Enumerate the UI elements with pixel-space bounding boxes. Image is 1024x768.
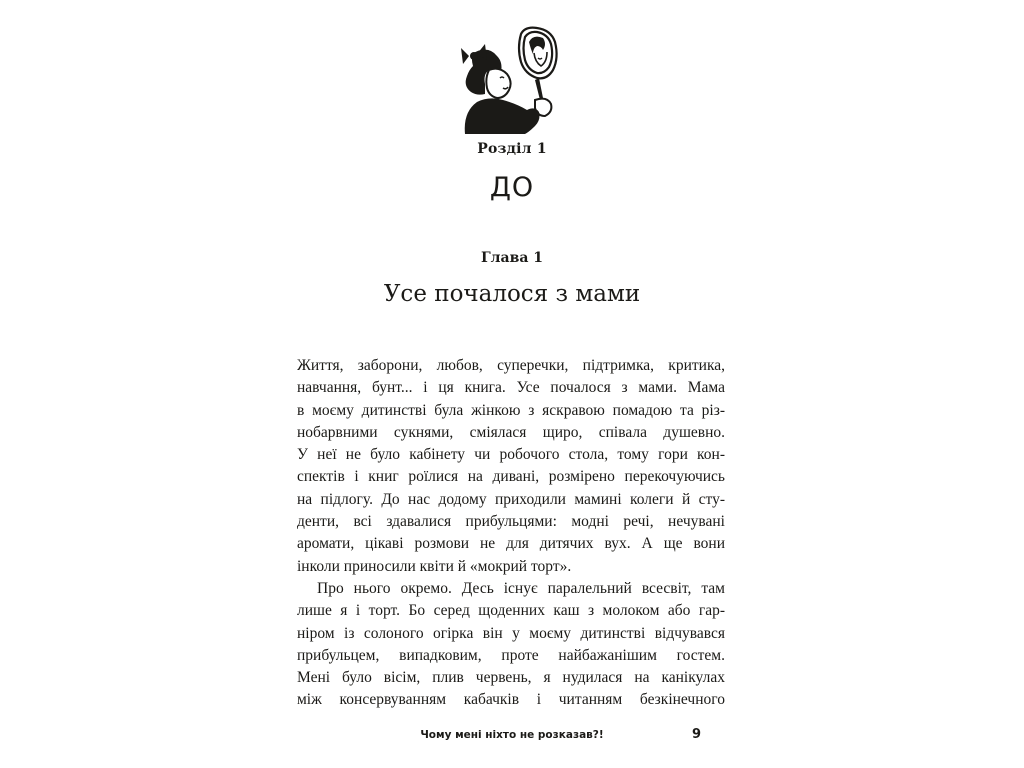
running-footer-title: Чому мені ніхто не розказав?! <box>420 729 604 741</box>
text-line: в моєму дитинстві була жінкою з яскравою помадою та різ- <box>297 401 725 419</box>
text-line: на підлогу. До нас додому приходили мамині колеги й сту- <box>297 490 725 508</box>
text-line: аромати, цікаві розмови не для дитячих вух. А ще вони <box>297 535 725 553</box>
body-text <box>297 355 725 712</box>
text-line: прибульцем, випадковим, проте найбажанішим гостем. <box>297 646 725 664</box>
text-line: спектів і книг роїлися на дивані, розмірено перекочуючись <box>297 468 725 486</box>
text-line: денти, всі здавалися прибульцями: модні речі, нечувані <box>297 513 725 531</box>
section-label: Розділ 1 <box>477 141 547 157</box>
text-line: нобарвними сукнями, сміялася щиро, співала душевно. <box>297 423 725 441</box>
text-line: Життя, заборони, любов, суперечки, підтримка, критика, <box>297 357 725 374</box>
text-line: У неї не було кабінету чи робочого стола, тому гори кон- <box>297 446 725 464</box>
chapter-title: Усе почалося з мами <box>383 281 641 307</box>
text-line: Про нього окремо. Десь існує паралельний всесвіт, там <box>317 579 725 597</box>
page-number: 9 <box>692 727 702 742</box>
text-line: ніром із солоного огірка він у моєму дитинстві відчувався <box>297 624 725 642</box>
text-line: Мені було вісім, плив червень, я нудилася на канікулах <box>297 669 725 687</box>
text-line: навчання, бунт... і ця книга. Усе почалося з мами. Мама <box>297 379 725 397</box>
text-line: між консервуванням кабачків і читанням безкінечного <box>297 691 725 709</box>
text-line: лише я і торт. Бо серед щоденних каш з молоком або гар- <box>297 602 725 620</box>
section-title: ДО <box>489 172 535 203</box>
girl-with-mirror-icon <box>455 22 565 134</box>
text-line: інколи приносили квіти й «мокрий торт». <box>297 557 572 575</box>
chapter-label: Глава 1 <box>480 250 544 266</box>
